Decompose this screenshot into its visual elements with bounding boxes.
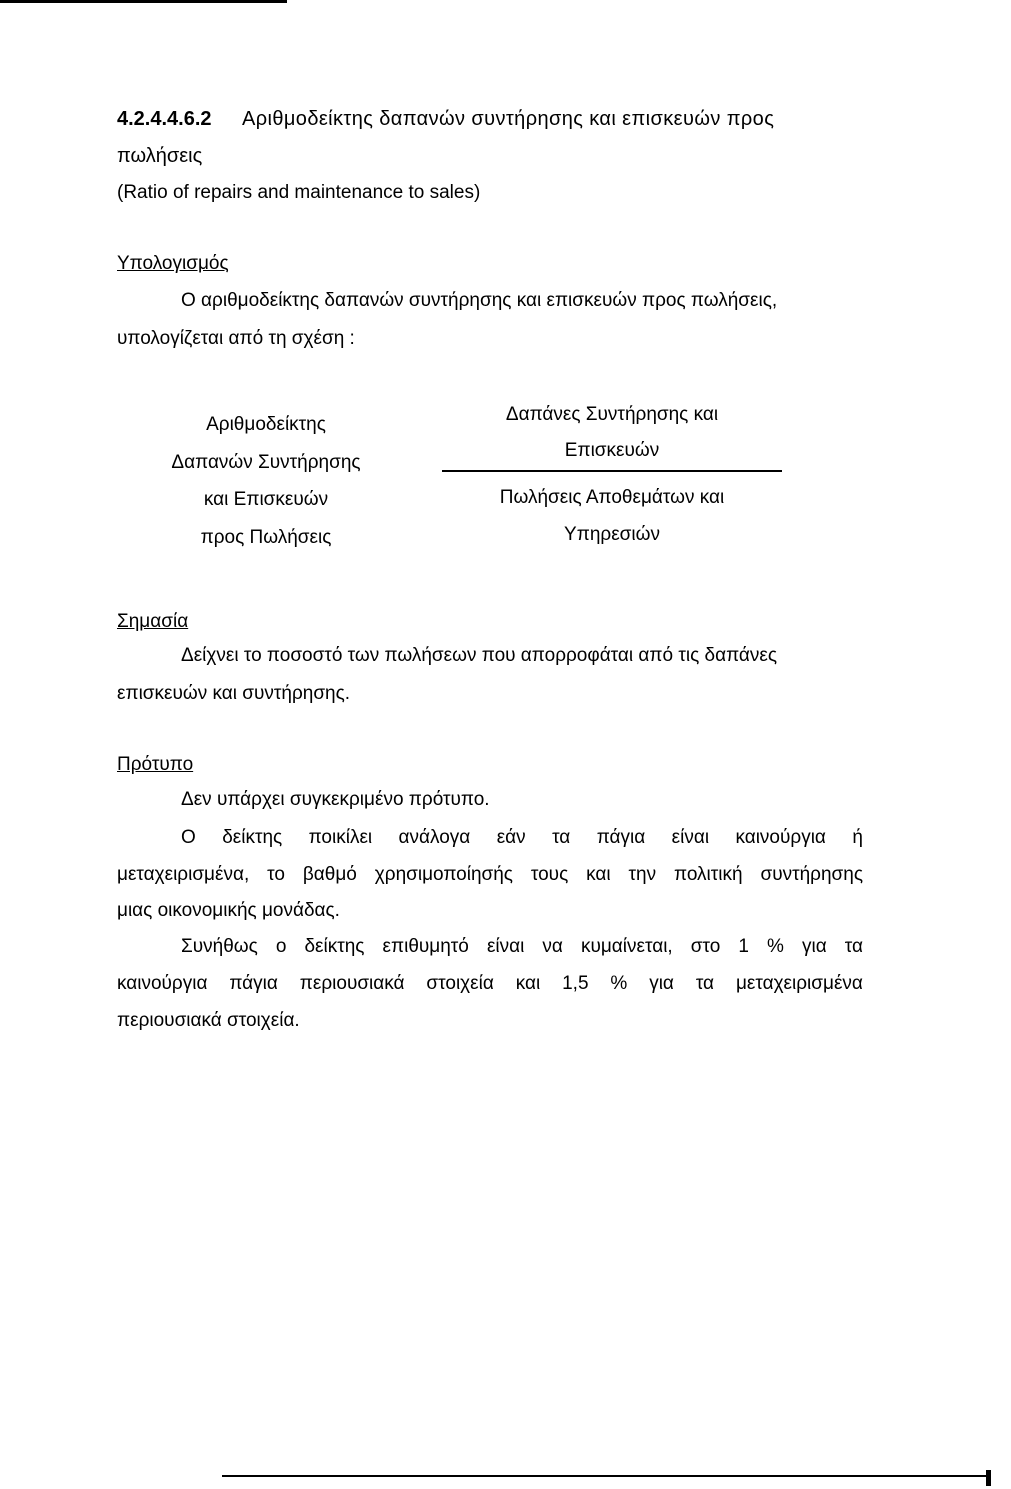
word: καινούργια [117,973,208,994]
word: στοιχεία [426,973,494,994]
formula-left-line1: Αριθμοδείκτης [206,414,326,435]
word: μεταχειρισμένα [735,973,863,994]
word: πάγια [229,973,278,994]
standard-label: Πρότυπο [117,754,194,775]
word: 1 [738,936,749,957]
word: χρησιμοποίησής [374,864,513,885]
section-title-english: (Ratio of repairs and maintenance to sales) [117,182,481,203]
word: 1,5 [562,973,589,994]
section-number: 4.2.4.4.6.2 [117,108,212,130]
word: εάν [496,827,526,848]
word: τα [695,973,715,994]
word: δείκτης [304,936,365,957]
word: την [628,864,657,885]
word: ή [852,827,863,848]
word: % [610,973,628,994]
formula-denominator-line2: Υπηρεσιών [564,524,660,545]
standard-p3-line2 [117,973,863,995]
word: δείκτης [222,827,283,848]
word: για [801,936,827,957]
calculation-label: Υπολογισμός [117,253,229,274]
standard-p2-line2 [117,864,863,886]
standard-p2-line1 [181,827,863,849]
meaning-line1: Δείχνει το ποσοστό των πωλήσεων που απορροφάται από τις δαπάνες [181,645,778,666]
standard-p3-line3: περιουσιακά στοιχεία. [117,1010,300,1031]
formula-left-line4: προς Πωλήσεις [200,527,332,548]
word: % [767,936,784,957]
meaning-line2: επισκευών και συντήρησης. [117,683,351,704]
word: είναι [671,827,710,848]
word: τα [552,827,571,848]
fraction-line [442,470,782,472]
section-title-line2: πωλήσεις [117,145,203,167]
word: επιθυμητό [382,936,469,957]
meaning-label: Σημασία [117,611,189,632]
word: στο [690,936,721,957]
formula-numerator-line2: Επισκευών [564,440,660,461]
formula-left-line3: και Επισκευών [203,489,329,510]
word: περιουσιακά [299,973,405,994]
word: πολιτική [674,864,743,885]
standard-line1: Δεν υπάρχει συγκεκριμένο πρότυπο. [181,789,490,810]
word: συντήρησης [760,864,863,885]
word: ανάλογα [398,827,471,848]
footer-rule-mark [986,1470,991,1486]
top-rule [0,0,287,3]
word: να [542,936,563,957]
word: ποικίλει [308,827,373,848]
calculation-text-line2: υπολογίζεται από τη σχέση : [117,328,355,349]
word: είναι [486,936,525,957]
word: τα [844,936,863,957]
word: καινούργια [735,827,826,848]
formula-numerator-line1: Δαπάνες Συντήρησης και [505,404,719,425]
word: και [586,864,611,885]
word: ο [275,936,287,957]
section-title-line1: Αριθμοδείκτης δαπανών συντήρησης και επισκευών προς [242,108,775,130]
footer-rule [222,1475,988,1477]
word: Ο [181,827,196,848]
word: και [515,973,541,994]
standard-p2-line3: μιας οικονομικής μονάδας. [117,900,340,921]
word: βαθμό [302,864,357,885]
calculation-text-line1: Ο αριθμοδείκτης δαπανών συντήρησης και επισκευών προς πωλήσεις, [181,290,778,311]
word: για [649,973,674,994]
formula-left-line2: Δαπανών Συντήρησης [171,452,361,473]
word: Συνήθως [181,936,258,957]
standard-p3-line1 [181,936,863,958]
word: τους [530,864,569,885]
word: μεταχειρισμένα, [117,864,250,885]
word: κυμαίνεται, [580,936,673,957]
formula-denominator-line1: Πωλήσεις Αποθεμάτων και [499,487,725,508]
word: το [267,864,285,885]
word: πάγια [596,827,646,848]
